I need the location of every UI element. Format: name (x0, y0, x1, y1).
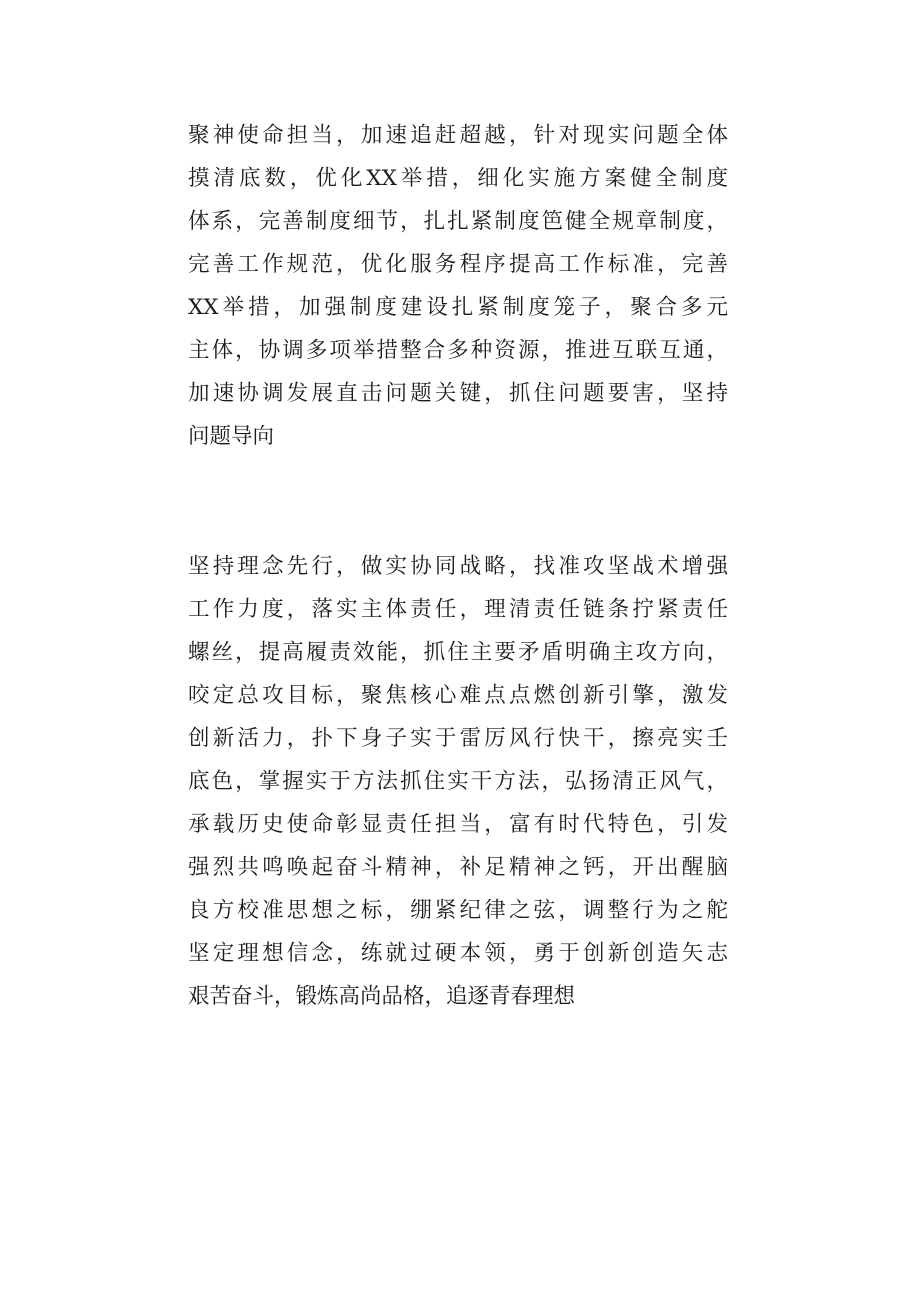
text-line: 坚持理念先行，做实协同战略，找准攻坚战术增强 (188, 554, 728, 579)
text-line: 强烈共鸣唤起奋斗精神，补足精神之钙，开出醒脑 (188, 855, 728, 880)
text-line: 螺丝，提高履责效能，抓住主要矛盾明确主攻方向， (188, 640, 728, 665)
text-line: 加速协调发展直击问题关键，抓住问题要害，坚持 (188, 381, 728, 406)
text-line: 摸清底数，优化XX举措，细化实施方案健全制度 (188, 166, 728, 191)
paragraph-1 (188, 114, 728, 458)
text-line: 主体，协调多项举措整合多种资源，推进互联互通， (188, 338, 728, 363)
paragraph-2 (188, 545, 728, 1018)
text-line: 咬定总攻目标，聚焦核心难点点燃创新引擎，激发 (188, 683, 728, 708)
text-line: 承载历史使命彰显责任担当，富有时代特色，引发 (188, 812, 728, 837)
text-line: 良方校准思想之标，绷紧纪律之弦，调整行为之舵 (188, 898, 728, 923)
text-line: 体系，完善制度细节，扎扎紧制度笆健全规章制度， (188, 209, 728, 234)
text-line: 问题导向 (188, 424, 275, 449)
text-line: 完善工作规范，优化服务程序提高工作标准，完善 (188, 252, 728, 277)
text-line: 工作力度，落实主体责任，理清责任链条拧紧责任 (188, 597, 728, 622)
text-line: 聚神使命担当，加速追赶超越，针对现实问题全体 (188, 123, 728, 148)
text-line: 底色，掌握实于方法抓住实干方法，弘扬清正风气， (188, 769, 728, 794)
text-line: 艰苦奋斗，锻炼高尚品格，追逐青春理想 (188, 984, 576, 1009)
text-line: XX举措，加强制度建设扎紧制度笼子，聚合多元 (188, 295, 728, 320)
text-line: 创新活力，扑下身子实于雷厉风行快干，擦亮实壬 (188, 726, 728, 751)
text-line: 坚定理想信念，练就过硬本领，勇于创新创造矢志 (188, 941, 728, 966)
